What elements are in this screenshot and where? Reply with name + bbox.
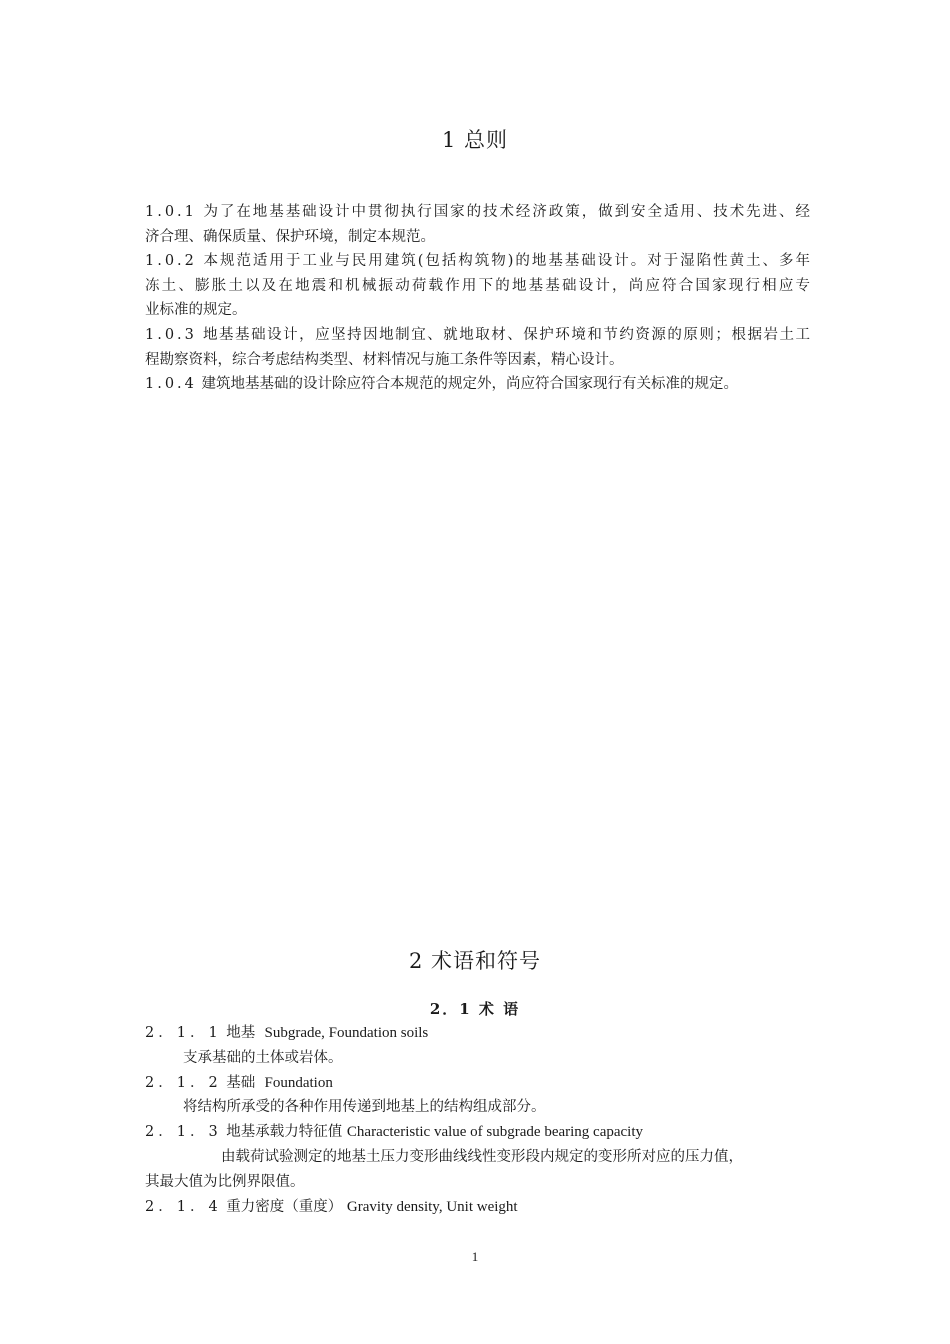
term-2-1-2 [145,1071,815,1096]
clause-1-0-2-line-3: 业标准的规定。 [145,302,247,319]
term-definition: 支承基础的土体或岩体。 [183,1049,343,1066]
clause-1-0-3-line-2: 程勘察资料，综合考虑结构类型、材料情况与施工条件等因素，精心设计。 [145,351,624,368]
section-2-1-title: 2．1 术 语 [429,1000,521,1018]
clause-1-0-4-line-1 [145,372,810,397]
term-zh: 基础 [226,1074,256,1091]
clause-1-0-2-line-1 [145,249,810,274]
chapter-1-body [145,200,810,397]
term-number: 2．1．3 [145,1124,222,1141]
term-2-1-3 [145,1120,815,1145]
term-definition: 将结构所承受的各种作用传递到地基上的结构组成部分。 [183,1099,546,1116]
clause-number: 1.0.1 [145,204,197,220]
term-2-1-1 [145,1021,815,1046]
terms-list [145,1021,815,1219]
clause-text: 本规范适用于工业与民用建筑(包括构筑物)的地基基础设计。对于湿陷性黄土、多年 [203,253,810,270]
clause-number: 1.0.4 [145,376,197,393]
clause-number: 1.0.3 [145,326,197,343]
term-zh: 地基 [226,1025,256,1041]
page-number: 1 [471,1249,479,1264]
term-definition: 由载荷试验测定的地基土压力变形曲线线性变形段内规定的变形所对应的压力值， [221,1148,743,1165]
clause-text: 地基基础设计，应坚持因地制宜、就地取材、保护环境和节约资源的原则；根据岩土工 [203,326,810,343]
term-zh: 地基承载力特征值 [226,1124,343,1141]
term-en: Subgrade, Foundation soils [264,1025,429,1041]
term-en: Gravity density, Unit weight [346,1198,518,1215]
term-2-1-4 [145,1195,815,1220]
clause-1-0-1-line-1 [145,200,810,225]
term-number: 2．1．1 [145,1025,222,1041]
clause-1-0-1-line-2: 济合理、确保质量、保护环境，制定本规范。 [145,228,435,245]
chapter-2-title: 2 术语和符号 [408,949,542,973]
clause-1-0-3-line-1 [145,323,810,348]
term-definition-continued: 其最大值为比例界限值。 [145,1173,305,1190]
term-number: 2．1．2 [145,1074,222,1091]
term-en: Characteristic value of subgrade bearing capacity [346,1124,644,1141]
clause-number: 1.0.2 [145,253,197,270]
clause-text: 建筑地基基础的设计除应符合本规范的规定外，尚应符合国家现行有关标准的规定。 [201,376,739,393]
chapter-1-title: 1 总则 [441,128,509,152]
clause-text: 为了在地基基础设计中贯彻执行国家的技术经济政策，做到安全适用、技术先进、经 [203,204,810,220]
term-number: 2．1．4 [145,1198,222,1215]
term-en: Foundation [264,1074,333,1091]
clause-1-0-2-line-2: 冻土、膨胀土以及在地震和机械振动荷载作用下的地基基础设计，尚应符合国家现行相应专 [145,277,810,294]
term-zh: 重力密度（重度） [226,1198,343,1215]
